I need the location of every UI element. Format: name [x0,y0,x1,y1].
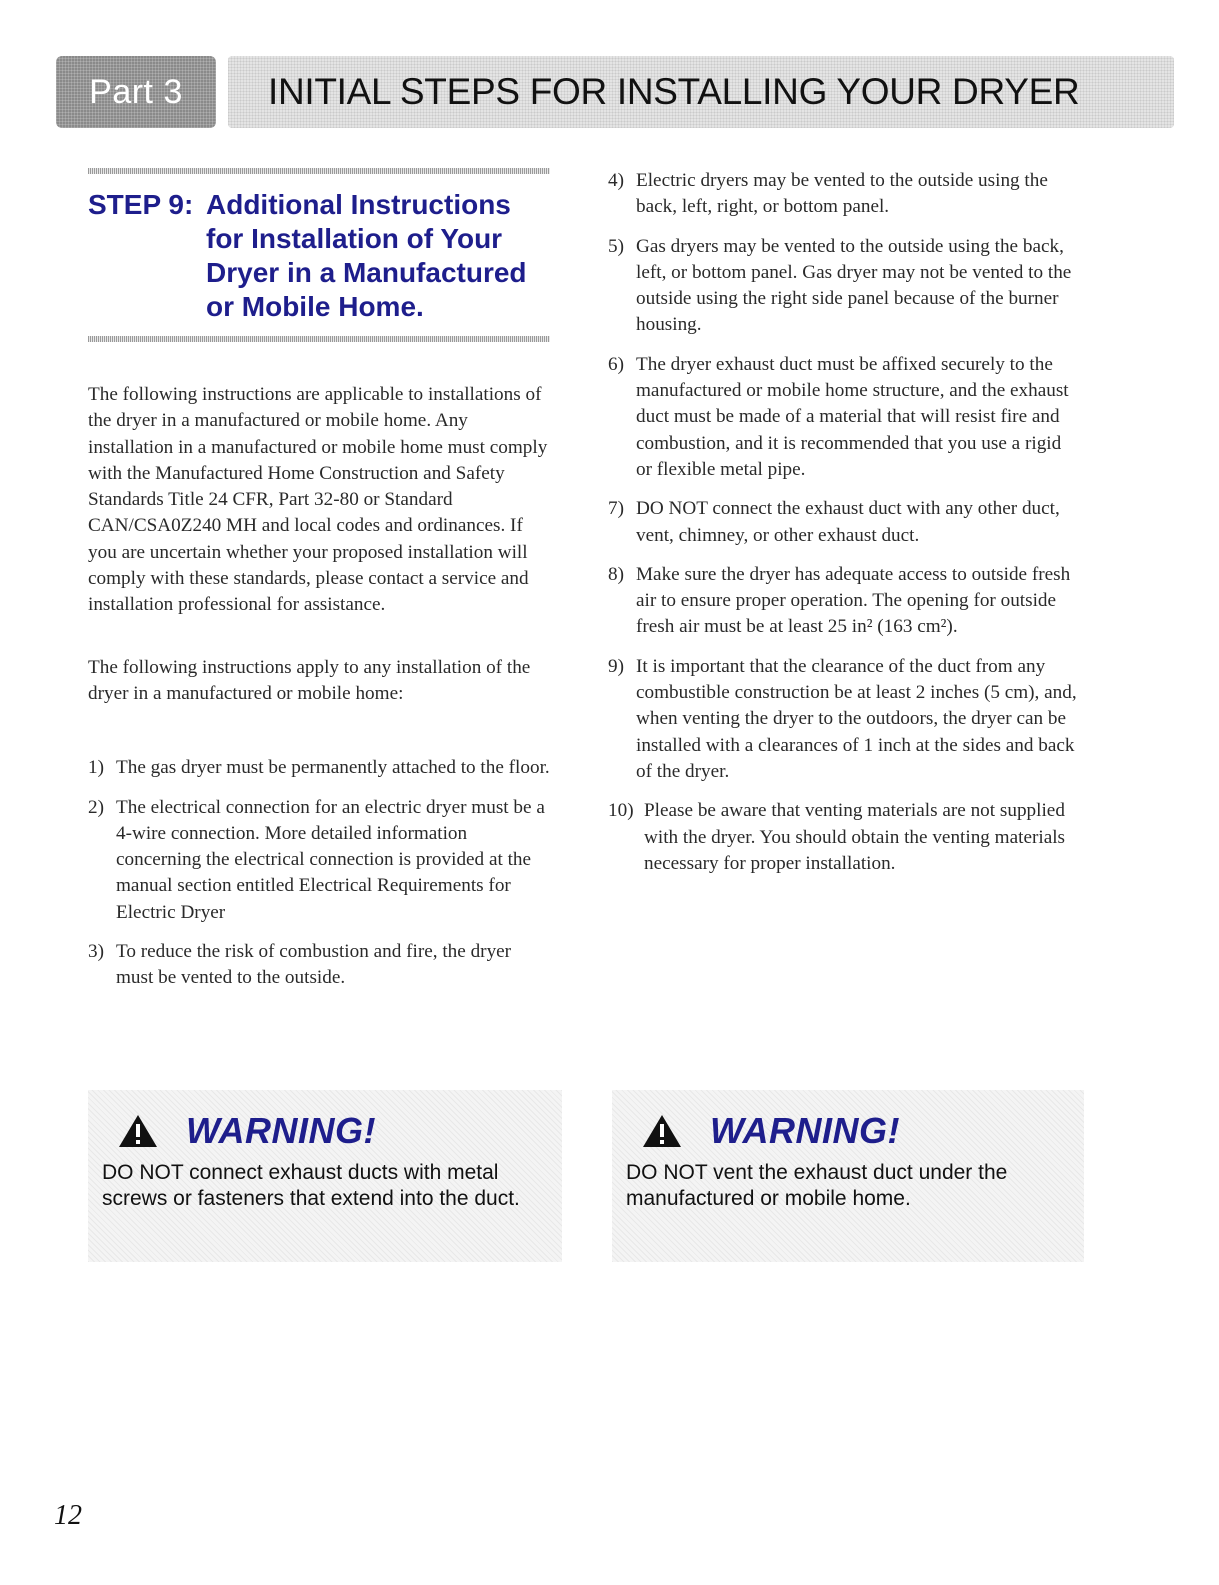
list-item-number: 1) [88,757,104,779]
list-item-number: 4) [608,170,624,191]
warning-box-left [88,1090,562,1262]
list-item-text: DO NOT connect the exhaust duct with any other duct, vent, chimney, or other exhaust duct. [636,498,1060,546]
part-tab [56,56,216,128]
list-item-number: 5) [608,235,624,257]
header-bar [228,56,1174,128]
warning-text: DO NOT connect exhaust ducts with metal screws or fasteners that extend into the duct. [102,1161,520,1210]
intro-paragraph-2: The following instructions apply to any installation of the dryer in a manufactured or mobile home: [88,656,531,704]
page-number: 12 [54,1500,82,1531]
list-item-number: 8) [608,563,624,585]
warning-triangle-icon [118,1114,158,1148]
heading-top-rule [88,168,550,174]
step-number: STEP 9: [88,189,194,220]
header-title: INITIAL STEPS FOR INSTALLING YOUR DRYER [268,71,1080,112]
warning-text: DO NOT vent the exhaust duct under the manufactured or mobile home. [626,1161,1008,1210]
warning-header [118,1110,562,1152]
list-item [88,755,550,781]
instruction-list-right [608,168,1078,877]
list-item-number: 3) [88,941,104,963]
warning-triangle-icon [642,1114,682,1148]
list-item [608,168,1078,221]
list-item [608,352,1078,483]
list-item [608,496,1078,549]
heading-bottom-rule [88,336,550,342]
list-item [88,795,550,926]
list-item [88,939,550,992]
list-item-text: The gas dryer must be permanently attached to the floor. [116,757,550,779]
warning-header [642,1110,1084,1152]
list-item-number: 7) [608,498,624,520]
warning-title: WARNING! [710,1110,900,1151]
list-item-number: 2) [88,796,104,818]
right-column [608,168,1078,890]
list-item-text: The electrical connection for an electric dryer must be a 4-wire connection. More detailed information concerning the electrical connection is provided at the manual section entitled Electrical Requirements for Electric Dryer [116,796,545,923]
list-item-text: Make sure the dryer has adequate access to outside fresh air to ensure proper operation. The opening for outside fresh air must be at least 25 in² (163 cm²). [636,563,1071,638]
warning-box-right [612,1090,1084,1262]
list-item-number: 9) [608,655,624,677]
warning-title: WARNING! [186,1110,376,1151]
list-item-number: 6) [608,353,624,375]
instruction-list-left [88,755,550,991]
list-item-text: It is important that the clearance of the duct from any combustible construction be at least 2 inches (5 cm), and, when venting the dryer to the outdoors, the dryer can be installed with a clearances of 1 inch at the sides and back of the dryer. [636,655,1077,782]
left-column [88,168,550,1005]
list-item-text: To reduce the risk of combustion and fire, the dryer must be vented to the outside. [116,941,512,989]
step-title: Additional Instructions for Installation of Your Dryer in a Manufactured or Mobile Home. [206,189,527,322]
list-item-text: Gas dryers may be vented to the outside using the back, left, or bottom panel. Gas dryer may not be vented to the outside using the right side panel because of the burner housing. [636,235,1072,336]
list-item-number: 10) [608,800,634,822]
list-item-text: Please be aware that venting materials are not supplied with the dryer. You should obtain the venting materials necessary for proper installation. [644,800,1066,874]
list-item-text: Electric dryers may be vented to the outside using the back, left, right, or bottom panel. [636,170,1048,218]
list-item [608,234,1078,339]
step-heading [88,188,550,324]
intro-paragraph-1: The following instructions are applicable to installations of the dryer in a manufactured or mobile home. Any installation in a manufactured or mobile home must comply with the Manufactured Home Construction and Safety Standards Title 24 CFR, Part 32-80 or Standard CAN/CSA0Z240 MH and local codes and ordinances. If you are uncertain whether your proposed installation will comply with these standards, please contact a service and installation professional for assistance. [88,384,548,616]
list-item-text: The dryer exhaust duct must be affixed securely to the manufactured or mobile home structure, and the exhaust duct must be made of a material that will resist fire and combustion, and it is recommended that you use a rigid or flexible metal pipe. [636,353,1069,480]
page-header [56,56,1174,128]
list-item [608,562,1078,641]
part-label: Part 3 [89,72,183,111]
list-item [608,798,1078,877]
list-item [608,654,1078,785]
